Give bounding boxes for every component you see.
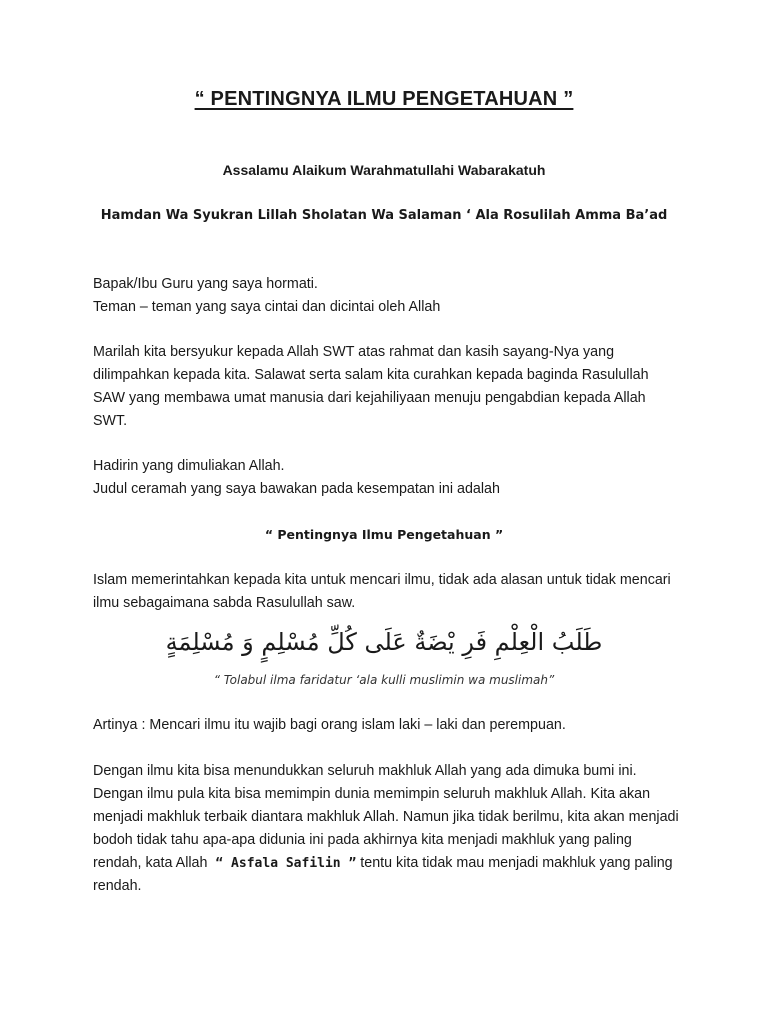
paragraph-line: bodoh tidak tahu apa-apa didunia ini pada akhirnya kita menjadi makhluk yang paling xyxy=(93,832,632,848)
line-text: rendah, kata Allah xyxy=(93,855,216,871)
paragraph-line: Marilah kita bersyukur kepada Allah SWT atas rahmat dan kasih sayang-Nya yang xyxy=(93,344,615,360)
paragraph-line-with-emphasis xyxy=(93,852,693,875)
salutations xyxy=(93,273,693,319)
paragraph-line: rendah. xyxy=(93,878,142,894)
paragraph-line: Dengan ilmu kita bisa menundukkan seluruh makhluk Allah yang ada dimuka bumi ini. xyxy=(93,763,637,779)
paragraph-line: Dengan ilmu pula kita bisa memimpin dunia memimpin seluruh makhluk Allah. Kita akan xyxy=(93,786,651,802)
document-title: “ PENTINGNYA ILMU PENGETAHUAN ” xyxy=(194,88,574,110)
paragraph-line: menjadi makhluk terbaik diantara makhluk Allah. Namun jika tidak berilmu, kita akan menjadi xyxy=(93,809,679,825)
islam-paragraph xyxy=(93,569,693,615)
audience-greeting: Hadirin yang dimuliakan Allah. xyxy=(93,458,285,474)
speech-subtitle: “ Pentingnya Ilmu Pengetahuan ” xyxy=(264,527,504,542)
paragraph-line: SAW yang membawa umat manusia dari kejahiliyaan menuju pengabdian kepada Allah xyxy=(93,390,646,406)
knowledge-paragraph xyxy=(93,760,693,898)
paragraph-line: dilimpahkan kepada kita. Salawat serta salam kita curahkan kepada baginda Rasulullah xyxy=(93,367,649,383)
greeting: Assalamu Alaikum Warahmatullahi Wabarakatuh xyxy=(222,162,546,178)
hadith-meaning: Artinya : Mencari ilmu itu wajib bagi orang islam laki – laki dan perempuan. xyxy=(93,717,566,733)
intro-lines xyxy=(93,455,693,501)
salutation-teachers: Bapak/Ibu Guru yang saya hormati. xyxy=(93,276,318,292)
hadith-transliteration: “ Tolabul ilma faridatur ‘ala kulli muslimin wa muslimah” xyxy=(213,673,555,687)
paragraph-line: SWT. xyxy=(93,413,128,429)
line-text: tentu kita tidak mau menjadi makhluk yang paling xyxy=(356,855,673,871)
gratitude-paragraph xyxy=(93,341,693,433)
topic-intro: Judul ceramah yang saya bawakan pada kesempatan ini adalah xyxy=(93,481,500,497)
paragraph-line: ilmu sebagaimana sabda Rasulullah saw. xyxy=(93,595,356,611)
meaning-line xyxy=(93,714,693,737)
arabic-hadith: طَلَبُ الْعِلْمِ فَرِ يْضَةٌ عَلَى كُلِّ مُسْلِمٍ وَ مُسْلِمَةٍ xyxy=(165,628,603,656)
salutation-friends: Teman – teman yang saya cintai dan dicintai oleh Allah xyxy=(93,299,441,315)
paragraph-line: Islam memerintahkan kepada kita untuk mencari ilmu, tidak ada alasan untuk tidak mencari xyxy=(93,572,671,588)
emphasized-phrase: “ Asfala Safilin ” xyxy=(215,856,357,871)
opening-praise: Hamdan Wa Syukran Lillah Sholatan Wa Salaman ‘ Ala Rosulilah Amma Ba’ad xyxy=(100,208,668,223)
